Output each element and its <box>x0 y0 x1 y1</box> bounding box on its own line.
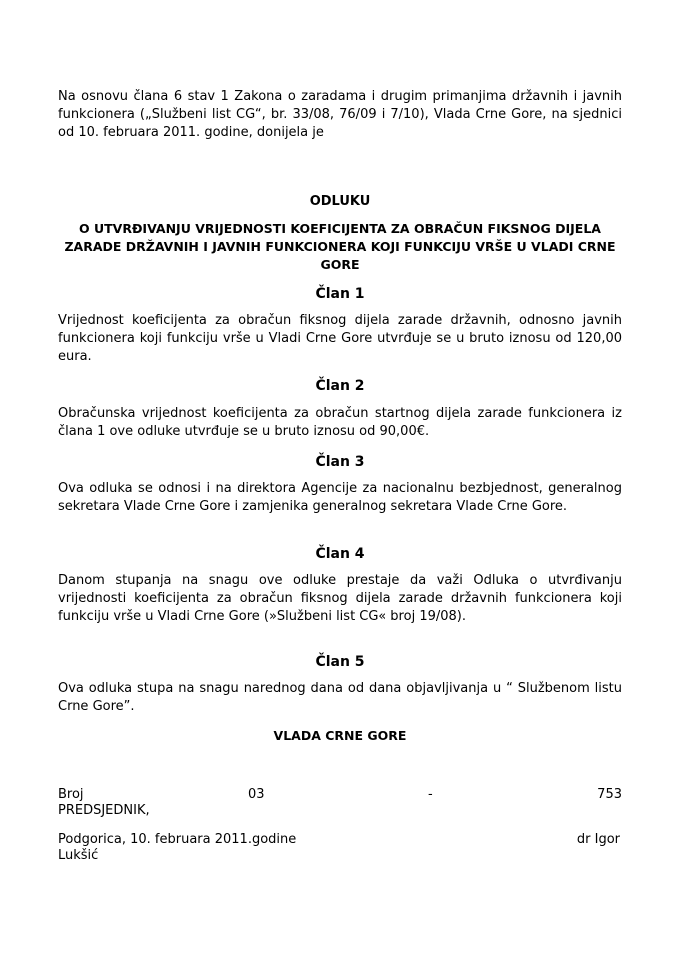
signatory-last: Lukšić <box>58 848 99 863</box>
place-date-row <box>58 831 622 849</box>
broj-label: Broj <box>58 787 84 802</box>
article-4-text: Danom stupanja na snagu ove odluke prestaje da važi Odluka o utvrđivanju vrijednosti koeficijenta za obračun fiksnog dijela zarade državnih funkcionera koji funkciju vrše u Vladi Crne Gore (»Službeni list CG« broj 19/08). <box>58 573 622 624</box>
article-2-heading: Član 2 <box>315 378 365 394</box>
broj-number: 03 <box>248 787 265 802</box>
article-5-heading: Član 5 <box>315 654 365 670</box>
document-title: ODLUKU <box>309 194 371 209</box>
issuer-name: VLADA CRNE GORE <box>273 728 407 743</box>
article-2-text: Obračunska vrijednost koeficijenta za obračun startnog dijela zarade funkcionera iz člana 1 ove odluke utvrđuje se u bruto iznosu od 90,00€. <box>58 406 622 439</box>
article-5-text: Ova odluka stupa na snagu narednog dana od dana objavljivanja u “ Službenom listu Crne Gore”. <box>58 681 622 714</box>
article-3-text: Ova odluka se odnosi i na direktora Agencije za nacionalnu bezbjednost, generalnog sekretara Vlade Crne Gore i zamjenika generalnog sekretara Vlade Crne Gore. <box>58 481 622 514</box>
document-subtitle: O UTVRĐIVANJU VRIJEDNOSTI KOEFICIJENTA ZA OBRAČUN FIKSNOG DIJELA ZARADE DRŽAVNIH I JAVNIH FUNKCIONERA KOJI FUNKCIJU VRŠE U VLADI CRNE GORE <box>64 221 616 272</box>
place-date: Podgorica, 10. februara 2011.godine <box>58 832 297 847</box>
article-4-heading: Član 4 <box>315 546 365 562</box>
preamble-paragraph: Na osnovu člana 6 stav 1 Zakona o zaradama i drugim primanjima državnih i javnih funkcionera („Službeni list CG“, br. 33/08, 76/09 i 7/10), Vlada Crne Gore, na sjednici od 10. februara 2011. godine, donijela je <box>58 89 622 140</box>
article-3-heading: Član 3 <box>315 454 365 470</box>
signatory-first: dr Igor <box>576 832 620 847</box>
president-label: PREDSJEDNIK, <box>58 803 150 818</box>
article-1-text: Vrijednost koeficijenta za obračun fiksnog dijela zarade državnih, odnosno javnih funkcionera koji funkciju vrše u Vladi Crne Gore utvrđuje se u bruto iznosu od 120,00 eura. <box>58 313 622 364</box>
article-1-heading: Član 1 <box>315 286 365 302</box>
broj-dash: - <box>428 787 433 802</box>
broj-suffix: 753 <box>597 787 622 802</box>
